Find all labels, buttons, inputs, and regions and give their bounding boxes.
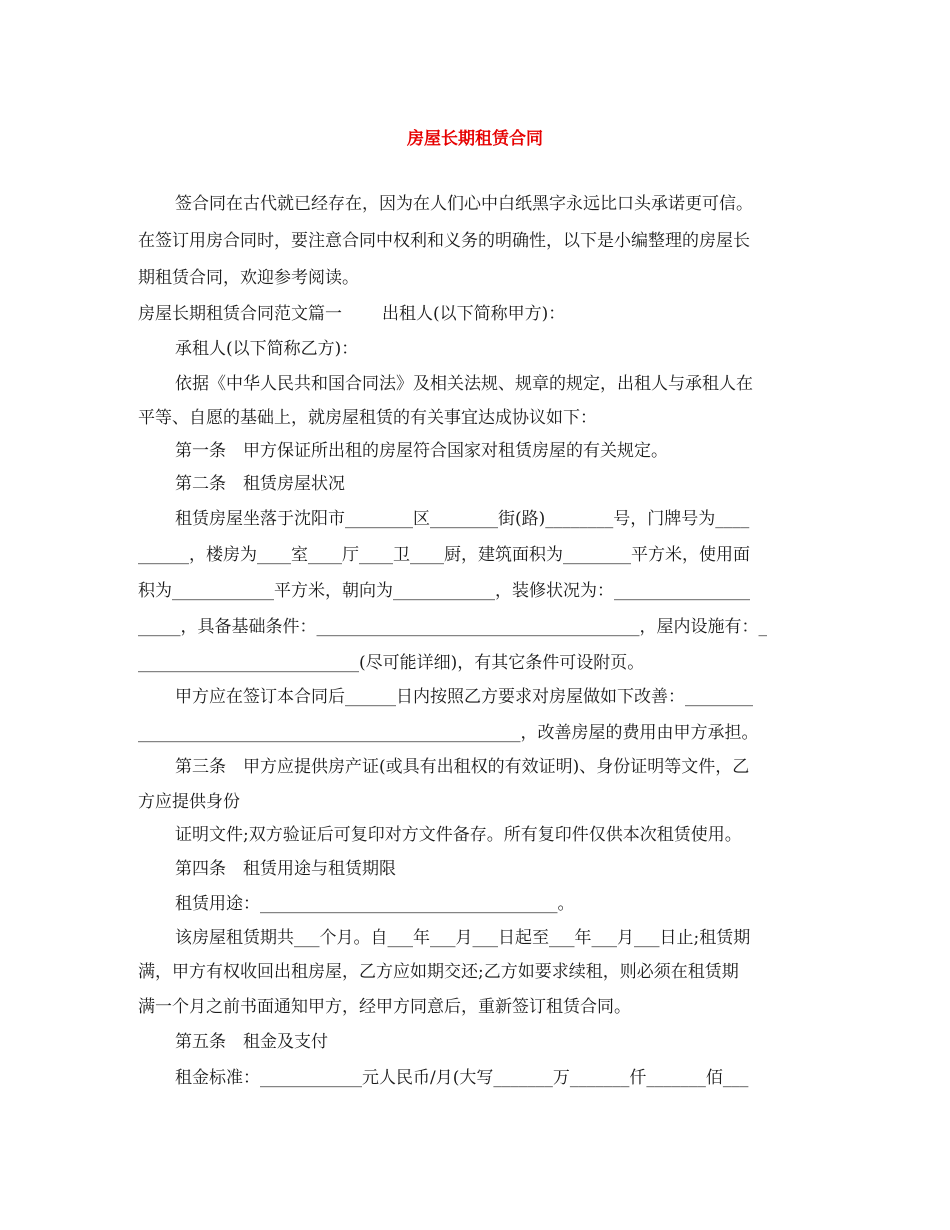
paragraph-line: 期租赁合同，欢迎参考阅读。 — [138, 268, 359, 288]
section-line — [138, 303, 565, 325]
paragraph-line: 在签订用房合同时，要注意合同中权利和义务的明确性，以下是小编整理的房屋长 — [138, 231, 750, 251]
paragraph-line: _____________________________________________，改善房屋的费用由甲方承担。 — [138, 723, 759, 743]
paragraph-line: _____，具备基础条件：______________________________________，屋内设施有：_ — [138, 617, 767, 637]
paragraph-line: 方应提供身份 — [138, 792, 240, 812]
lessor-label: 出租人(以下简称甲方)： — [382, 304, 566, 324]
paragraph-line: 该房屋租赁期共___个月。自___年___月___日起至___年___月___日止;租赁期 — [175, 928, 751, 948]
paragraph-line: 依据《中华人民共和国合同法》及相关法规、规章的规定，出租人与承租人在 — [175, 374, 753, 394]
paragraph-line: 证明文件;双方验证后可复印对方文件备存。所有复印件仅供本次租赁使用。 — [175, 825, 742, 845]
lessee-label: 承租人(以下简称乙方)： — [175, 339, 359, 359]
paragraph-line: 满，甲方有权收回出租房屋，乙方应如期交还;乙方如要求续租，则必须在租赁期 — [138, 962, 739, 982]
paragraph-line: __________________________(尽可能详细)，有其它条件可设附页。 — [138, 653, 645, 673]
paragraph-line: 甲方应在签订本合同后______日内按照乙方要求对房屋做如下改善：________ — [175, 687, 753, 707]
article-4-heading: 第四条 租赁用途与租赁期限 — [175, 859, 396, 879]
paragraph-line: 积为____________平方米，朝向为____________，装修状况为：________________ — [138, 581, 750, 601]
document-title: 房屋长期租赁合同 — [407, 129, 543, 149]
article-3: 第三条 甲方应提供房产证(或具有出租权的有效证明)、身份证明等文件，乙 — [175, 757, 750, 777]
article-2-heading: 第二条 租赁房屋状况 — [175, 474, 345, 494]
paragraph-line: 满一个月之前书面通知甲方，经甲方同意后，重新签订租赁合同。 — [138, 997, 631, 1017]
article-5-heading: 第五条 租金及支付 — [175, 1032, 328, 1052]
paragraph-line: ______，楼房为____室____厅____卫____厨，建筑面积为________平方米，使用面 — [138, 545, 750, 565]
section-heading: 房屋长期租赁合同范文篇一 — [138, 304, 342, 324]
paragraph-line: 租赁房屋坐落于沈阳市________区________街(路)________号，门牌号为____ — [175, 509, 750, 529]
paragraph-line: 平等、自愿的基础上，就房屋租赁的有关事宜达成协议如下： — [138, 408, 597, 428]
paragraph-line: 租赁用途：___________________________________。 — [175, 894, 575, 914]
article-1: 第一条 甲方保证所出租的房屋符合国家对租赁房屋的有关规定。 — [175, 441, 668, 461]
paragraph-line: 租金标准：____________元人民币/月(大写_______万_______仟_______佰___ — [175, 1068, 749, 1088]
paragraph-line: 签合同在古代就已经存在，因为在人们心中白纸黑字永远比口头承诺更可信。 — [175, 194, 753, 214]
